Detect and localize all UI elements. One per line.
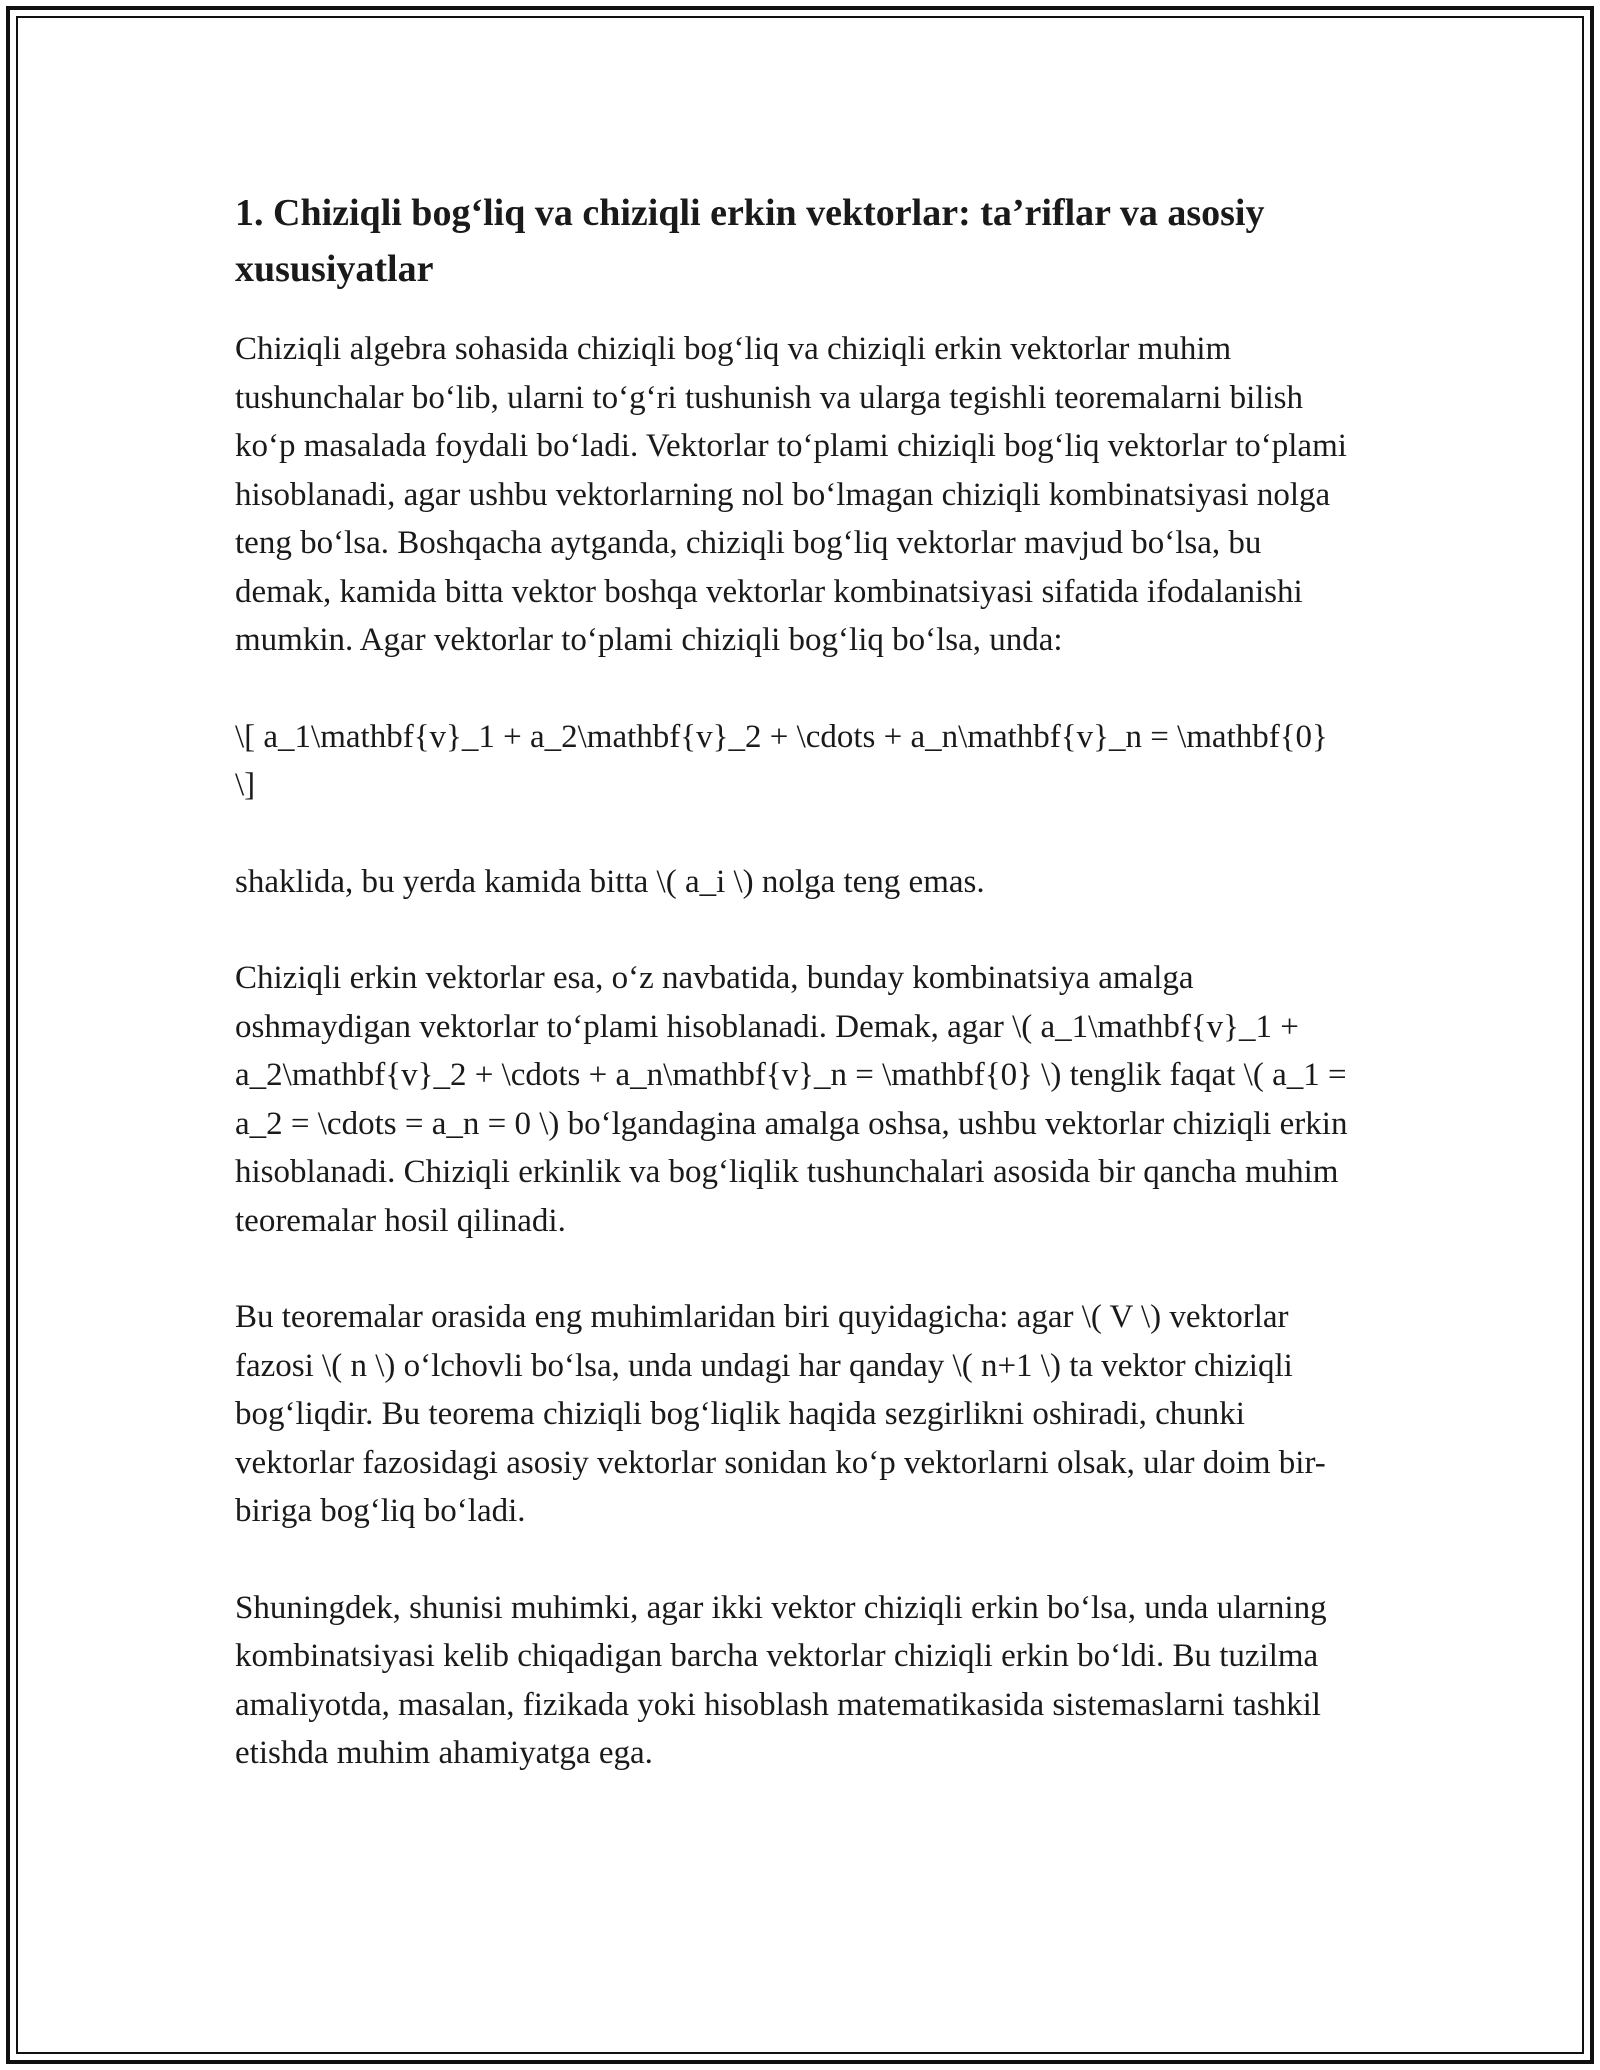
paragraph-theorem: Bu teoremalar orasida eng muhimlaridan biri quyidagicha: agar \( V \) vektorlar fazosi \( n \) o‘lchovli bo‘lsa, unda undagi har qanday \( n+1 \) ta vektor chiziqli bog‘liqdir. Bu teorema chiziqli bog‘liqlik haqida sezgirlikni oshiradi, chunki vektorlar fazosidagi asosiy vektorlar sonidan ko‘p vektorlarni olsak, ular doim bir-biriga bog‘liq bo‘ladi. (235, 1299, 1326, 1529)
section-heading: 1. Chiziqli bog‘liq va chiziqli erkin vektorlar: ta’riflar va asosiy xususiyatlar (235, 192, 1265, 290)
paragraph-condition: shaklida, bu yerda kamida bitta \( a_i \) nolga teng emas. (235, 863, 985, 900)
paragraph-independent: Chiziqli erkin vektorlar esa, o‘z navbatida, bunday kombinatsiya amalga oshmaydigan vektorlar to‘plami hisoblanadi. Demak, agar \( a_1\mathbf{v}_1 + a_2\mathbf{v}_2 + \cdots + a_n\mathbf{v}_n = \mathbf{0} \) tenglik faqat \( a_1 = a_2 = \cdots = a_n = 0 \) bo‘lgandagina amalga oshsa, ushbu vektorlar chiziqli erkin hisoblanadi. Chiziqli erkinlik va bog‘liqlik tushunchalari asosida bir qancha muhim teoremalar hosil qilinadi. (235, 960, 1348, 1239)
equation-linear-combination: \[ a_1\mathbf{v}_1 + a_2\mathbf{v}_2 + \cdots + a_n\mathbf{v}_n = \mathbf{0} \] (235, 718, 1328, 803)
paragraph-intro: Chiziqli algebra sohasida chiziqli bog‘liq va chiziqli erkin vektorlar muhim tushunchalar bo‘lib, ularni to‘g‘ri tushunish va ularga tegishli teoremalarni bilish ko‘p masalada foydali bo‘ladi. Vektorlar to‘plami chiziqli bog‘liq vektorlar to‘plami hisoblanadi, agar ushbu vektorlarning nol bo‘lmagan chiziqli kombinatsiyasi nolga teng bo‘lsa. Boshqacha aytganda, chiziqli bog‘liq vektorlar mavjud bo‘lsa, bu demak, kamida bitta vektor boshqa vektorlar kombinatsiyasi sifatida ifodalanishi mumkin. Agar vektorlar to‘plami chiziqli bog‘liq bo‘lsa, unda: (235, 331, 1347, 658)
paragraph-conclusion: Shuningdek, shunisi muhimki, agar ikki vektor chiziqli erkin bo‘lsa, unda ularning kombinatsiyasi kelib chiqadigan barcha vektorlar chiziqli erkin bo‘ldi. Bu tuzilma amaliyotda, masalan, fizikada yoki hisoblash matematikasida sistemaslarni tashkil etishda muhim ahamiyatga ega. (235, 1589, 1327, 1771)
document-body (235, 185, 1355, 1826)
